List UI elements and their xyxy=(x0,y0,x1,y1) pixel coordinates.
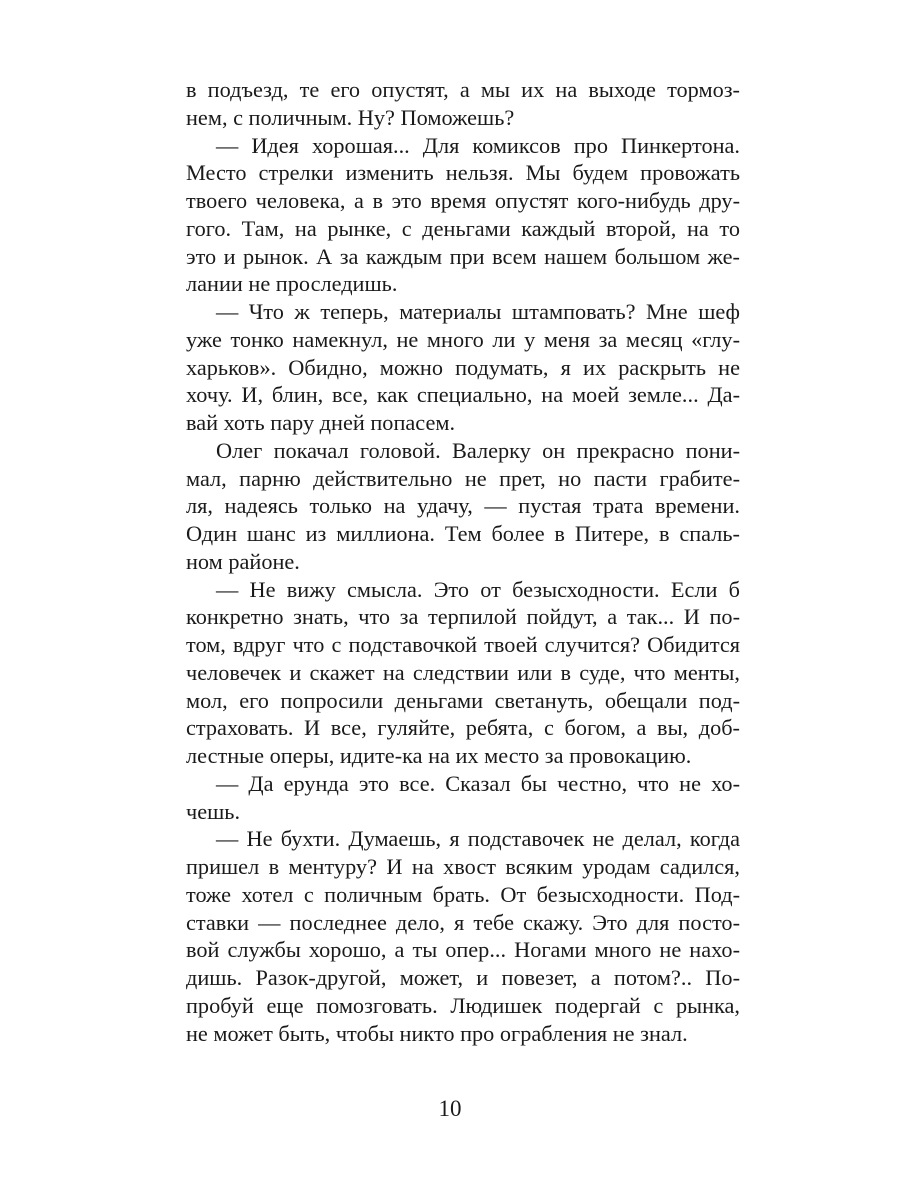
text-line: ном районе. xyxy=(186,548,300,574)
text-line: тоже хотел с поличным брать. От безысходности. Под- xyxy=(186,881,740,907)
text-line: — Не бухти. Думаешь, я подставочек не делал, когда xyxy=(216,826,740,852)
text-line: Один шанс из миллиона. Тем более в Питере, в спаль- xyxy=(186,521,740,546)
text-line: гого. Там, на рынке, с деньгами каждый второй, на то xyxy=(186,215,740,241)
page-number: 10 xyxy=(438,1096,462,1121)
text-line: в подъезд, те его опустят, а мы их на выходе тормоз- xyxy=(186,77,740,102)
paragraph xyxy=(186,298,740,437)
text-line: ставки — последнее дело, я тебе скажу. Это для посто- xyxy=(186,909,740,935)
text-line: Олег покачал головой. Валерку он прекрасно пони- xyxy=(216,437,740,463)
text-line: харьков». Обидно, можно подумать, я их раскрыть не xyxy=(186,354,740,380)
paragraph xyxy=(186,825,740,1047)
text-line: — Идея хорошая... Для комиксов про Пинкертона. xyxy=(216,132,740,158)
text-line: лании не проследишь. xyxy=(186,271,398,297)
paragraph xyxy=(186,576,740,770)
text-line: том, вдруг что с подставочкой твоей случится? Обидится xyxy=(186,632,740,657)
text-line: ля, надеясь только на удачу, — пустая трата времени. xyxy=(186,493,740,519)
text-line: — Да ерунда это все. Сказал бы честно, что не хо- xyxy=(216,770,740,796)
paragraph xyxy=(186,132,740,299)
text-line: хочу. И, блин, все, как специально, на моей земле... Да- xyxy=(186,382,740,408)
paragraph xyxy=(186,437,740,576)
text-line: не может быть, чтобы никто про ограбления не знал. xyxy=(186,1020,688,1046)
text-line: мал, парню действительно не прет, но пасти грабите- xyxy=(186,465,740,491)
text-line: вой службы хорошо, а ты опер... Ногами много не нахо- xyxy=(186,937,740,963)
text-line: вай хоть пару дней попасем. xyxy=(186,410,456,435)
text-line: мол, его попросили деньгами светануть, обещали под- xyxy=(186,687,740,713)
text-line: пробуй еще помозговать. Людишек подергай с рынка, xyxy=(186,992,740,1018)
text-line: это и рынок. А за каждым при всем нашем большом же- xyxy=(186,243,740,269)
paragraph xyxy=(186,76,740,132)
text-line: человечек и скажет на следствии или в суде, что менты, xyxy=(186,659,740,685)
text-line: страховать. И все, гуляйте, ребята, с богом, а вы, доб- xyxy=(186,715,740,741)
paragraph xyxy=(186,770,740,826)
text-line: — Не вижу смысла. Это от безысходности. Если б xyxy=(216,576,740,602)
text-line: уже тонко намекнул, не много ли у меня за месяц «глу- xyxy=(186,326,740,352)
text-line: — Что ж теперь, материалы штамповать? Мне шеф xyxy=(216,299,740,324)
text-line: чешь. xyxy=(186,798,241,824)
text-line: дишь. Разок-другой, может, и повезет, а потом?.. По- xyxy=(186,965,740,990)
body-text xyxy=(186,76,740,1047)
text-line: нем, с поличным. Ну? Поможешь? xyxy=(186,104,515,130)
text-line: конкретно знать, что за терпилой пойдут, а так... И по- xyxy=(186,604,740,630)
text-line: лестные оперы, идите-ка на их место за провокацию. xyxy=(186,743,692,768)
text-line: пришел в ментуру? И на хвост всяким уродам садился, xyxy=(186,854,740,879)
text-line: твоего человека, а в это время опустят кого-нибудь дру- xyxy=(186,188,740,213)
text-line: Место стрелки изменить нельзя. Мы будем провожать xyxy=(186,160,740,186)
